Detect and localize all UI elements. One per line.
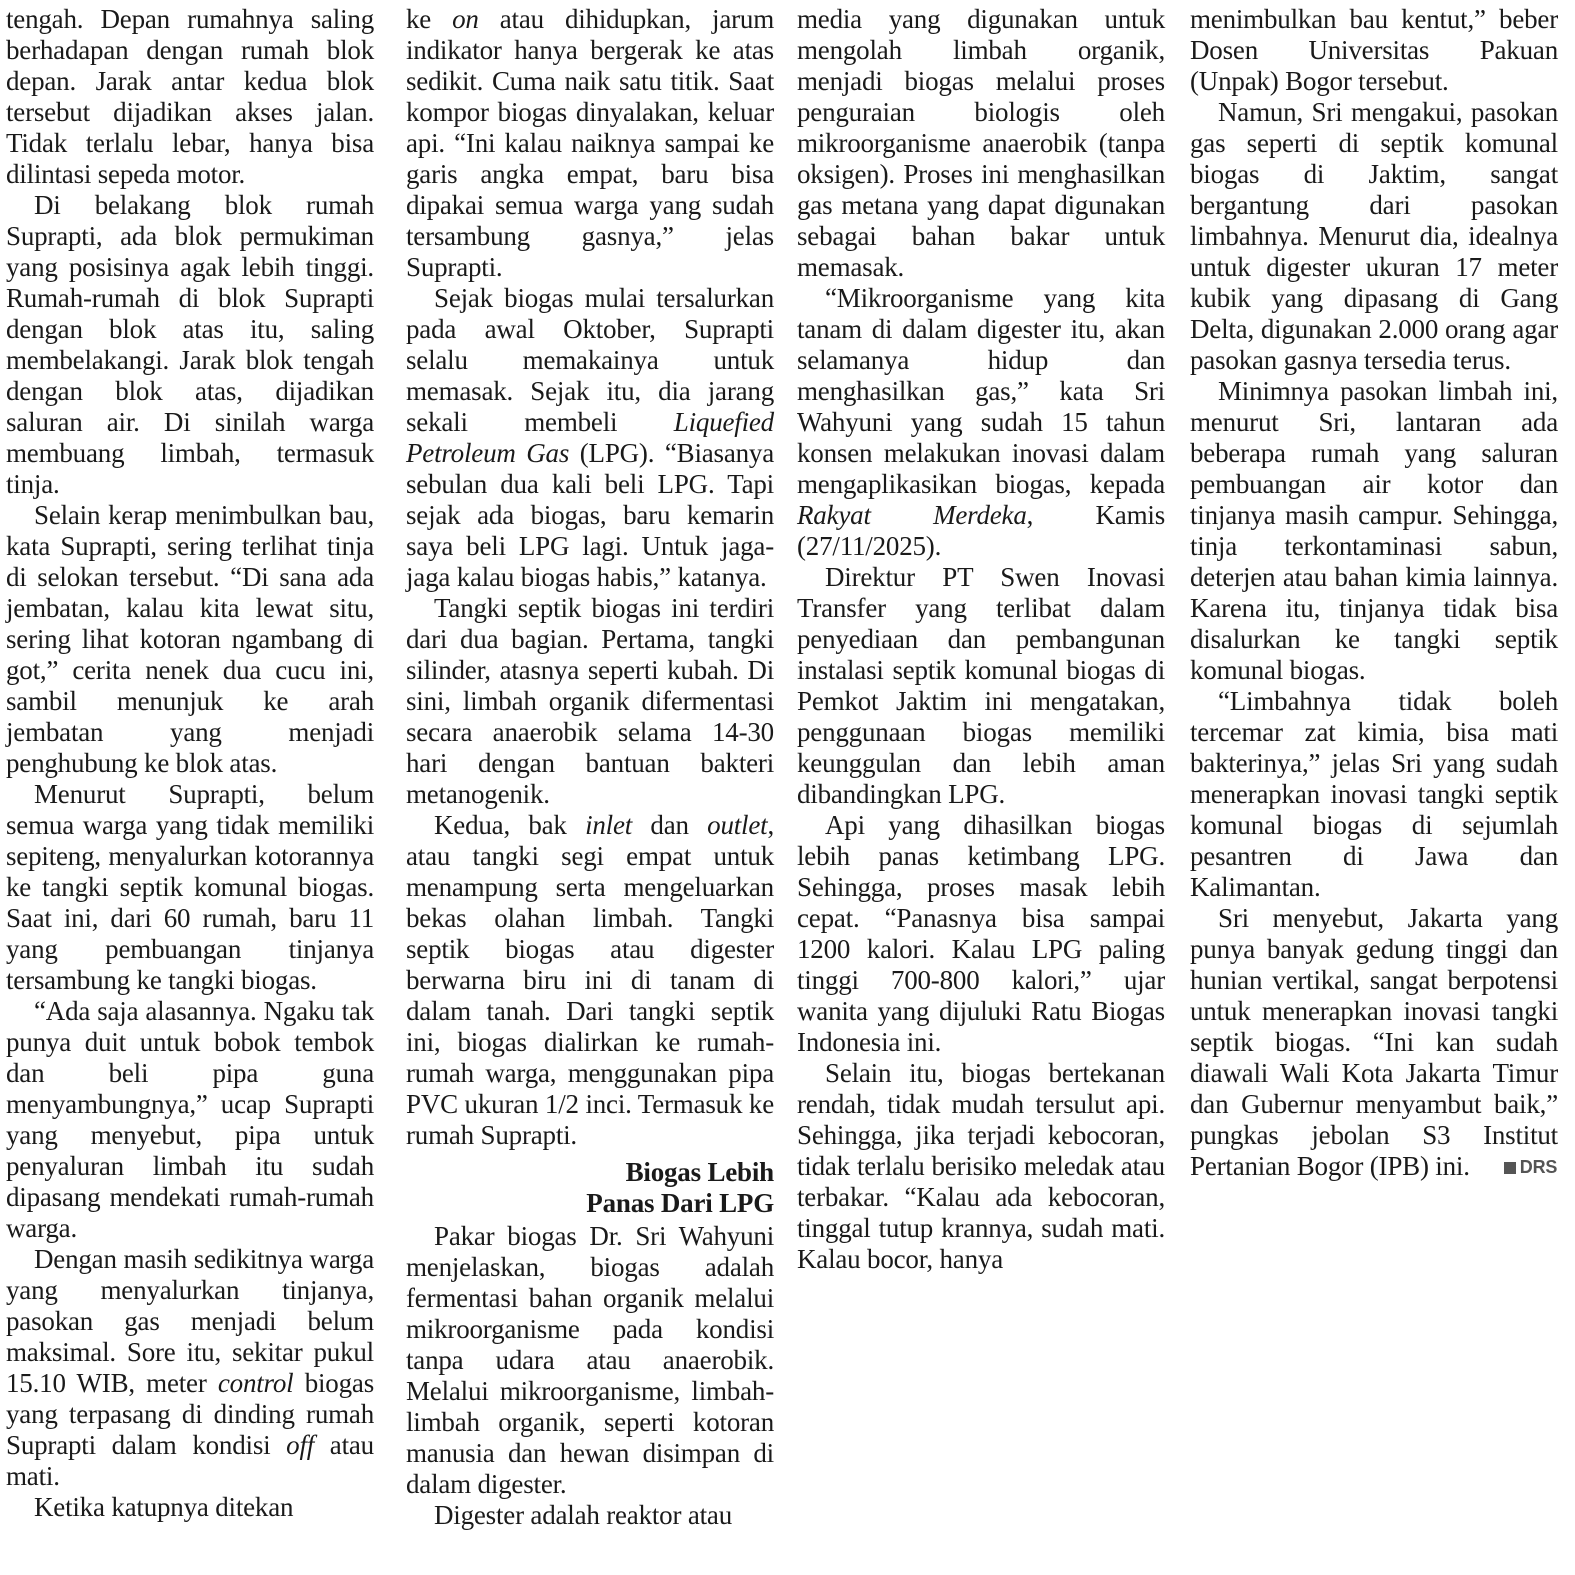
signoff-initials: DRS	[1519, 1157, 1558, 1177]
italic-term: outlet	[707, 810, 768, 840]
paragraph-text: Sri menyebut, Jakarta yang punya banyak gedung tinggi dan hunian vertikal, sangat berpotensi untuk menerapkan inovasi tangki septik biogas. “Ini kan sudah diawali Wali Kota Jakarta Timur dan Gubernur menyambut baik,” pungkas jebolan S3 Institut Pertanian Bogor (IPB) ini.	[1190, 903, 1558, 1181]
paragraph: Api yang dihasilkan biogas lebih panas ketimbang LPG. Sehingga, proses masak lebih cepat. “Panasnya bisa sampai 1200 kalori. Kalau LPG paling tinggi 700-800 kalori,” ujar wanita yang dijuluki Ratu Biogas Indonesia ini.	[797, 810, 1165, 1057]
paragraph: Namun, Sri mengakui, pasokan gas seperti di septik komunal biogas di Jaktim, sangat bergantung dari pasokan limbahnya. Menurut dia, idealnya untuk digester ukuran 17 meter kubik yang dipasang di Gang Delta, digunakan 2.000 orang agar pasokan gasnya tersedia terus.	[1190, 97, 1558, 375]
paragraph	[406, 810, 774, 1151]
paragraph	[406, 4, 774, 283]
paragraph-text: Kedua, bak	[434, 810, 586, 840]
paragraph-text: atau dihidupkan, jarum indikator hanya bergerak ke atas sedikit. Cuma naik satu titik. Saat kompor biogas dinyalakan, keluar api. “Ini kalau naiknya sampai ke garis angka empat, baru bisa dipakai semua warga yang sudah tersambung gasnya,” jelas Suprapti.	[406, 4, 774, 282]
paragraph-text: atau mati.	[6, 1430, 374, 1491]
paragraph	[406, 283, 774, 593]
article-column-3	[797, 4, 1165, 1275]
paragraph: Di belakang blok rumah Suprapti, ada blok permukiman yang posisinya agak lebih tinggi. Rumah-rumah di blok Suprapti dengan blok atas itu, saling membelakangi. Jarak blok tengah dengan blok atas, dijadikan saluran air. Di sinilah warga membuang limbah, termasuk tinja.	[6, 190, 374, 499]
paragraph-text: Dengan masih sedikitnya warga yang menyalurkan tinjanya, pasokan gas menjadi belum maksimal. Sore itu, sekitar pukul 15.10 WIB, meter	[6, 1244, 374, 1398]
section-subheading	[406, 1157, 774, 1219]
paragraph-text: Sejak biogas mulai tersalurkan pada awal Oktober, Suprapti selalu memakainya untuk memasak. Sejak itu, dia jarang sekali membeli	[406, 283, 774, 437]
paragraph: tengah. Depan rumahnya saling berhadapan dengan rumah blok depan. Jarak antar kedua blok tersebut dijadikan akses jalan. Tidak terlalu lebar, hanya bisa dilintasi sepeda motor.	[6, 4, 374, 189]
paragraph-text: “Mikroorganisme yang kita tanam di dalam digester itu, akan selamanya hidup dan menghasilkan gas,” kata Sri Wahyuni yang sudah 15 tahun konsen melakukan inovasi dalam mengaplikasikan biogas, kepada	[797, 283, 1165, 499]
paragraph-text: dan	[632, 810, 708, 840]
paragraph: media yang digunakan untuk mengolah limbah organik, menjadi biogas melalui proses penguraian biologis oleh mikroorganisme anaerobik (tanpa oksigen). Proses ini menghasilkan gas metana yang dapat digunakan sebagai bahan bakar untuk memasak.	[797, 4, 1165, 282]
paragraph-text: ke	[406, 4, 453, 34]
italic-term: control	[217, 1368, 294, 1398]
author-signoff	[1476, 1152, 1557, 1183]
paragraph: menimbulkan bau kentut,” beber Dosen Universitas Pakuan (Unpak) Bogor tersebut.	[1190, 4, 1558, 96]
article-column-4	[1190, 4, 1558, 1183]
italic-term: on	[452, 4, 479, 34]
paragraph: Tangki septik biogas ini terdiri dari dua bagian. Pertama, tangki silinder, atasnya seperti kubah. Di sini, limbah organik difermentasi secara anaerobik selama 14-30 hari dengan bantuan bakteri metanogenik.	[406, 593, 774, 809]
subheading-line: Panas Dari LPG	[586, 1188, 774, 1218]
paragraph-text: , atau tangki segi empat untuk menampung serta mengeluarkan bekas olahan limbah. Tangki septik biogas atau digester berwarna biru ini di tanam di dalam tanah. Dari tangki septik ini, biogas dialirkan ke rumah-rumah warga, menggunakan pipa PVC ukuran 1/2 inci. Termasuk ke rumah Suprapti.	[406, 810, 774, 1150]
paragraph: Ketika katupnya ditekan	[34, 1492, 294, 1522]
signoff-square-icon	[1504, 1162, 1516, 1174]
italic-term: Liquefied Petroleum Gas	[406, 407, 774, 468]
paragraph: Pakar biogas Dr. Sri Wahyuni menjelaskan, biogas adalah fermentasi bahan organik melalui mikroorganisme pada kondisi tanpa udara atau anaerobik. Melalui mikroorganisme, limbah-limbah organik, seperti kotoran manusia dan hewan disimpan di dalam digester.	[406, 1221, 774, 1499]
paragraph: Menurut Suprapti, belum semua warga yang tidak memiliki sepiteng, menyalurkan kotorannya ke tangki septik komunal biogas. Saat ini, dari 60 rumah, baru 11 yang pembuangan tinjanya tersambung ke tangki biogas.	[6, 779, 374, 995]
subheading-line: Biogas Lebih	[625, 1157, 774, 1187]
article-column-1	[6, 4, 374, 1523]
paragraph: Selain itu, biogas bertekanan rendah, tidak mudah tersulut api. Sehingga, jika terjadi kebocoran, tidak terlalu berisiko meledak atau terbakar. “Kalau ada kebocoran, tinggal tutup krannya, sudah mati. Kalau bocor, hanya	[797, 1058, 1165, 1274]
article-column-2	[406, 4, 774, 1531]
paragraph-text: biogas yang terpasang di dinding rumah Suprapti dalam kondisi	[6, 1368, 374, 1460]
paragraph-text: , Kamis (27/11/2025).	[797, 500, 1165, 561]
italic-term: off	[286, 1430, 315, 1460]
italic-term: Rakyat Merdeka	[797, 500, 1027, 530]
paragraph: Minimnya pasokan limbah ini, menurut Sri, lantaran ada beberapa rumah yang saluran pembuangan air kotor dan tinjanya masih campur. Sehingga, tinja terkontaminasi sabun, deterjen atau bahan kimia lainnya. Karena itu, tinjanya tidak bisa disalurkan ke tangki septik komunal biogas.	[1190, 376, 1558, 685]
paragraph	[1190, 903, 1558, 1183]
paragraph: Direktur PT Swen Inovasi Transfer yang terlibat dalam penyediaan dan pembangunan instalasi septik komunal biogas di Pemkot Jaktim ini mengatakan, penggunaan biogas memiliki keunggulan dan lebih aman dibandingkan LPG.	[797, 562, 1165, 809]
italic-term: inlet	[585, 810, 633, 840]
paragraph: “Limbahnya tidak boleh tercemar zat kimia, bisa mati bakterinya,” jelas Sri yang sudah menerapkan inovasi tangki septik komunal biogas di sejumlah pesantren di Jawa dan Kalimantan.	[1190, 686, 1558, 902]
paragraph	[797, 283, 1165, 562]
paragraph: Digester adalah reaktor atau	[434, 1500, 732, 1530]
paragraph: Selain kerap menimbulkan bau, kata Suprapti, sering terlihat tinja di selokan tersebut. “Di sana ada jembatan, kalau kita lewat situ, sering lihat kotoran ngambang di got,” cerita nenek dua cucu ini, sambil menunjuk ke arah jembatan yang menjadi penghubung ke blok atas.	[6, 500, 374, 778]
paragraph-text: (LPG). “Biasanya sebulan dua kali beli LPG. Tapi sejak ada biogas, baru kemarin saya beli LPG lagi. Untuk jaga-jaga kalau biogas habis,” katanya.	[406, 438, 775, 592]
paragraph	[6, 1244, 374, 1492]
paragraph: “Ada saja alasannya. Ngaku tak punya duit untuk bobok tembok dan beli pipa guna menyambungnya,” ucap Suprapti yang menyebut, pipa untuk penyaluran limbah itu sudah dipasang mendekati rumah-rumah warga.	[6, 996, 374, 1243]
